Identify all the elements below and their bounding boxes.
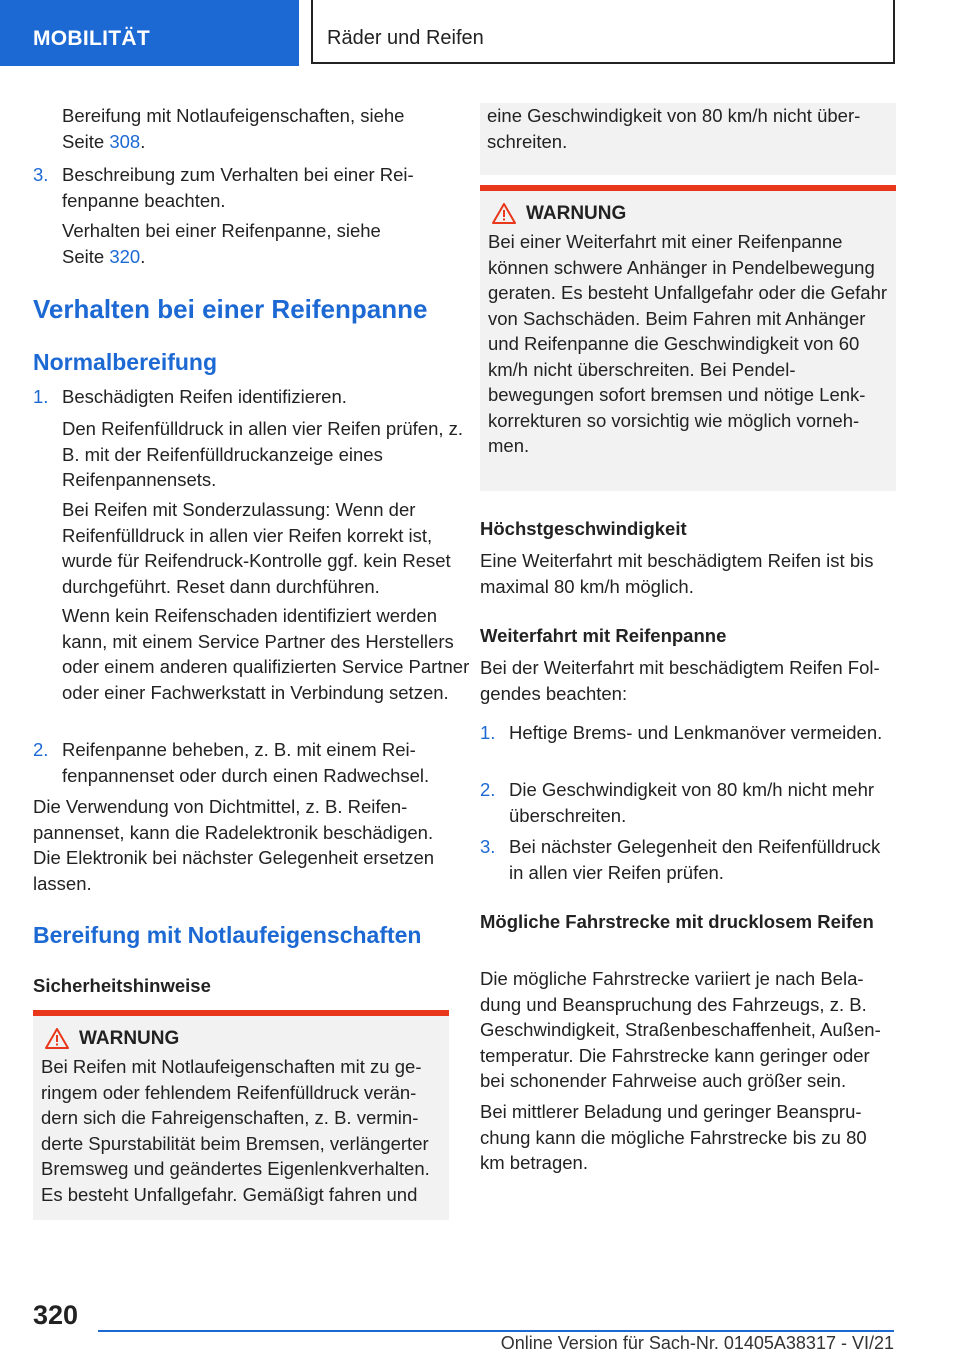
list-item bbox=[480, 720, 896, 746]
warning-header bbox=[41, 1016, 441, 1050]
footer-divider bbox=[98, 1330, 894, 1332]
list-number: 2. bbox=[33, 739, 49, 760]
list-item bbox=[33, 162, 449, 213]
list-item-text: Reifenpanne beheben, z. B. mit einem Reifenpannenset oder durch einen Radwechsel. bbox=[62, 739, 430, 786]
continued-text: Bereifung mit Notlaufeigenschaften, siehe bbox=[62, 105, 405, 126]
list-item-text: Bei nächster Gelegenheit den Reifenfülldruck in allen vier Reifen prüfen. bbox=[509, 836, 881, 883]
heading-fahrstrecke: Mögliche Fahrstrecke mit drucklosem Reifen bbox=[480, 911, 874, 932]
ref-prefix: Seite bbox=[62, 130, 110, 152]
chapter-title: Räder und Reifen bbox=[311, 0, 895, 64]
warning-title: WARNUNG bbox=[79, 1028, 180, 1049]
warning-text: Bei Reifen mit Notlaufeigenschaften mit zu geringem oder fehlendem Reifenfülldruck verändern sich die Fahreigenschaften, z. B. verminderte Spurstabilität beim Bremsen, verlängerter Bremsweg und geändertes Eigenlenkverhalten. Es besteht Unfallgefahr. Gemäßigt fahren und bbox=[41, 1056, 430, 1205]
section-heading: Verhalten bei einer Reifenpanne bbox=[33, 294, 428, 324]
list-sub-paragraph: Wenn kein Reifenschaden identifiziert werden kann, mit einem Service Partner des Herstellers oder einem anderen qualifizierten Service Partner oder einer Fachwerkstatt in Verbindung setzen. bbox=[62, 605, 470, 703]
page-header bbox=[0, 0, 960, 66]
page-number: 320 bbox=[33, 1300, 79, 1330]
list-item-text: Heftige Brems- und Lenkmanöver vermeiden. bbox=[509, 722, 883, 743]
heading-weiterfahrt: Weiterfahrt mit Reifenpanne bbox=[480, 625, 727, 646]
warning-triangle-icon bbox=[45, 1028, 69, 1049]
paragraph-dichtmittel: Die Verwendung von Dichtmittel, z. B. Reifenpannenset, kann die Radelektronik beschädigen. Die Elektronik bei nächster Gelegenheit ersetzen lassen. bbox=[33, 796, 435, 894]
list-item bbox=[480, 777, 896, 828]
list-number: 2. bbox=[480, 779, 496, 800]
paragraph-hoechst: Eine Weiterfahrt mit beschädigtem Reifen ist bis maximal 80 km/h möglich. bbox=[480, 550, 874, 597]
warning-box-continued bbox=[480, 103, 896, 175]
warning-text: Bei einer Weiterfahrt mit einer Reifenpanne können schwere Anhänger in Pendelbewegung geraten. Es besteht Unfallgefahr oder die Gefahr von Sachschäden. Beim Fahren mit Anhänger und Reifenpanne die Geschwindigkeit von 60 km/h nicht überschreiten. Bei Pendelbewegungen sofort bremsen und nötige Lenkkorrekturen so vorsichtig wie möglich vornehmen. bbox=[488, 231, 888, 456]
continued-ref bbox=[62, 129, 478, 155]
list-number: 1. bbox=[480, 722, 496, 743]
warning-box bbox=[480, 185, 896, 491]
list-item-text: Beschädigten Reifen identifizieren. bbox=[62, 386, 347, 407]
sub-ref bbox=[62, 244, 478, 270]
list-sub-paragraph bbox=[33, 218, 478, 269]
list-sub-paragraph: Bei Reifen mit Sonderzulassung: Wenn der Reifenfülldruck in allen vier Reifen korrekt ist, wurde für Reifendruck-Kontrolle ggf. kein Reset durchgeführt. Reset dann durchführen. bbox=[62, 499, 451, 597]
list-item bbox=[33, 737, 449, 788]
ref-suffix: . bbox=[140, 130, 146, 152]
list-number: 3. bbox=[480, 836, 496, 857]
list-item-text: Beschreibung zum Verhalten bei einer Reifenpanne beachten. bbox=[62, 164, 414, 211]
paragraph-weiterfahrt: Bei der Weiterfahrt mit beschädigtem Reifen Folgendes beachten: bbox=[480, 657, 880, 704]
footer-version: Online Version für Sach-Nr. 01405A38317 - VI/21 bbox=[500, 1333, 894, 1353]
list-sub-paragraph: Den Reifenfülldruck in allen vier Reifen prüfen, z. B. mit der Reifenfülldruckanzeige eines Reifenpannensets. bbox=[62, 418, 464, 490]
list-number: 1. bbox=[33, 386, 49, 407]
continued-warning-text: eine Geschwindigkeit von 80 km/h nicht überschreiten. bbox=[487, 105, 861, 152]
warning-triangle-icon bbox=[492, 203, 516, 224]
page-link-320[interactable]: 320 bbox=[109, 245, 141, 267]
paragraph-fahrstrecke-1: Die mögliche Fahrstrecke variiert je nach Beladung und Beanspruchung des Fahrzeugs, z. B. Geschwindigkeit, Straßenbeschaffenheit, Außentemperatur. Die Fahrstrecke kann geringer oder bei schonender Fahrweise auch größer sein. bbox=[480, 968, 881, 1091]
ref-suffix: . bbox=[140, 245, 146, 267]
warning-box bbox=[33, 1010, 449, 1220]
heading-hoechstgeschwindigkeit: Höchstgeschwindigkeit bbox=[480, 518, 687, 539]
ref-prefix: Seite bbox=[62, 245, 110, 267]
continued-paragraph bbox=[33, 103, 478, 154]
page-link-308[interactable]: 308 bbox=[109, 130, 141, 152]
list-item bbox=[480, 834, 896, 885]
subsection-heading-normal: Normalbereifung bbox=[33, 349, 218, 375]
section-tab: MOBILITÄT bbox=[0, 0, 299, 66]
list-item-text: Die Geschwindigkeit von 80 km/h nicht mehr überschreiten. bbox=[509, 779, 875, 826]
paragraph-fahrstrecke-2: Bei mittlerer Beladung und geringer Beanspruchung kann die mögliche Fahrstrecke bis zu 80 km betragen. bbox=[480, 1101, 867, 1173]
warning-title: WARNUNG bbox=[526, 203, 627, 224]
list-number: 3. bbox=[33, 164, 49, 185]
warning-header bbox=[488, 191, 888, 225]
safety-heading: Sicherheitshinweise bbox=[33, 975, 211, 996]
list-item bbox=[33, 384, 449, 410]
subsection-heading-notlauf: Bereifung mit Notlaufeigenschaften bbox=[33, 922, 422, 948]
sub-text: Verhalten bei einer Reifenpanne, siehe bbox=[62, 220, 381, 241]
